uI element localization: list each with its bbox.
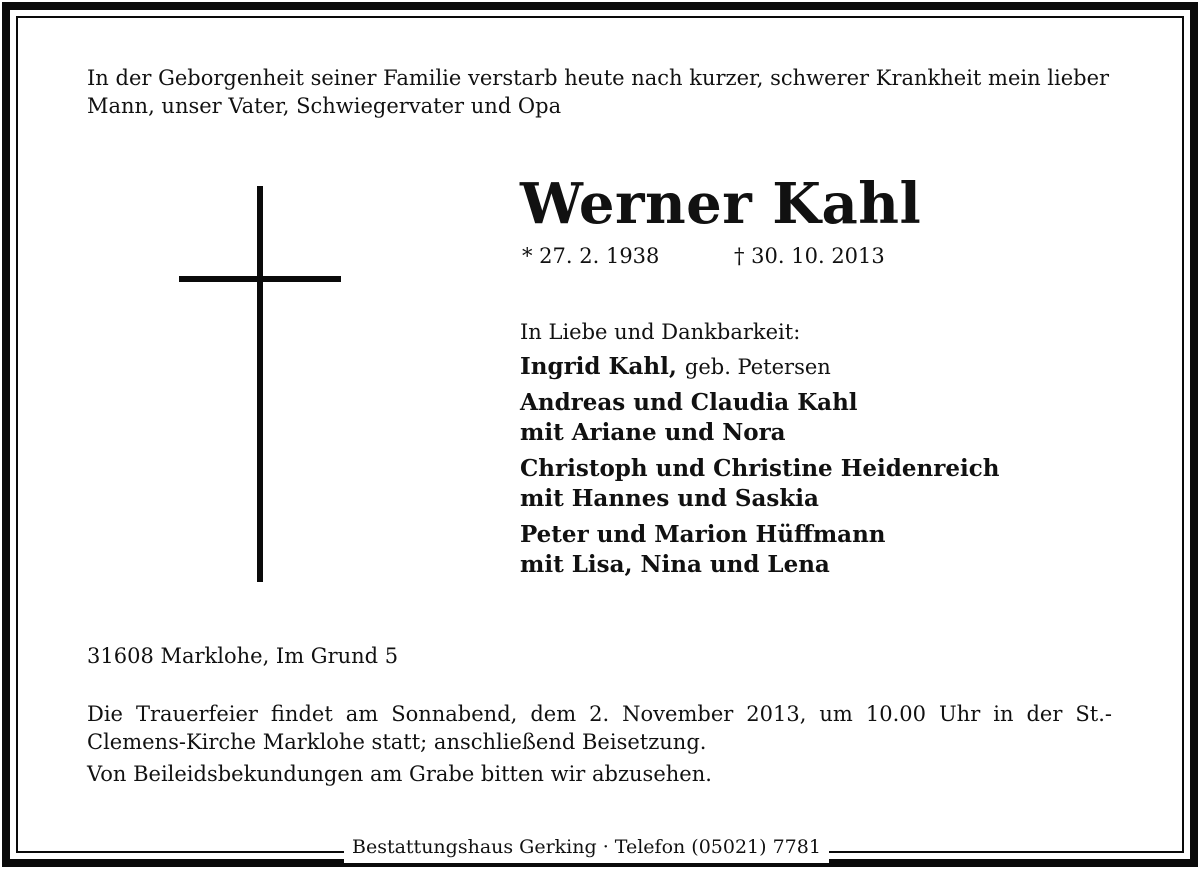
family-group-parents: Peter und Marion Hüffmann: [520, 521, 886, 548]
family-group: [520, 454, 1120, 514]
family-group: [520, 520, 1120, 580]
family-group-parents: Christoph und Christine Heidenreich: [520, 455, 1000, 482]
family-signatures: [520, 318, 1120, 586]
family-group-children: mit Lisa, Nina und Lena: [520, 551, 830, 578]
cross-vertical-bar: [257, 186, 263, 582]
address: 31608 Marklohe, Im Grund 5: [87, 644, 399, 668]
life-dates: [522, 242, 885, 270]
spouse-name: Ingrid Kahl,: [520, 353, 677, 380]
spouse-entry: [520, 352, 1120, 382]
family-group: [520, 388, 1120, 448]
funeral-home-footer: Bestattungshaus Gerking · Telefon (05021) 7781: [344, 833, 829, 863]
cross-horizontal-bar: [179, 276, 341, 282]
dedication-text: In Liebe und Dankbarkeit:: [520, 320, 801, 344]
family-group-parents: Andreas und Claudia Kahl: [520, 389, 858, 416]
spouse-line: [520, 352, 1120, 382]
family-group-children: mit Hannes und Saskia: [520, 485, 819, 512]
deceased-name: Werner Kahl: [520, 171, 922, 237]
birth-date: * 27. 2. 1938: [522, 244, 660, 268]
intro-text: In der Geborgenheit seiner Familie verstarb heute nach kurzer, schwerer Krankheit mein lieber Mann, unser Vater, Schwiegervater und Opa: [87, 66, 1110, 118]
family-group-children: mit Ariane und Nora: [520, 419, 786, 446]
death-date: † 30. 10. 2013: [734, 244, 885, 268]
service-announcement: Die Trauerfeier findet am Sonnabend, dem 2. November 2013, um 10.00 Uhr in der St.-Clemens-Kirche Marklohe statt; anschließend Beisetzung.: [87, 702, 1112, 754]
cross-icon: [179, 186, 341, 582]
condolence-note: Von Beileidsbekundungen am Grabe bitten wir abzusehen.: [87, 762, 712, 786]
spouse-maiden-name: geb. Petersen: [684, 355, 831, 379]
